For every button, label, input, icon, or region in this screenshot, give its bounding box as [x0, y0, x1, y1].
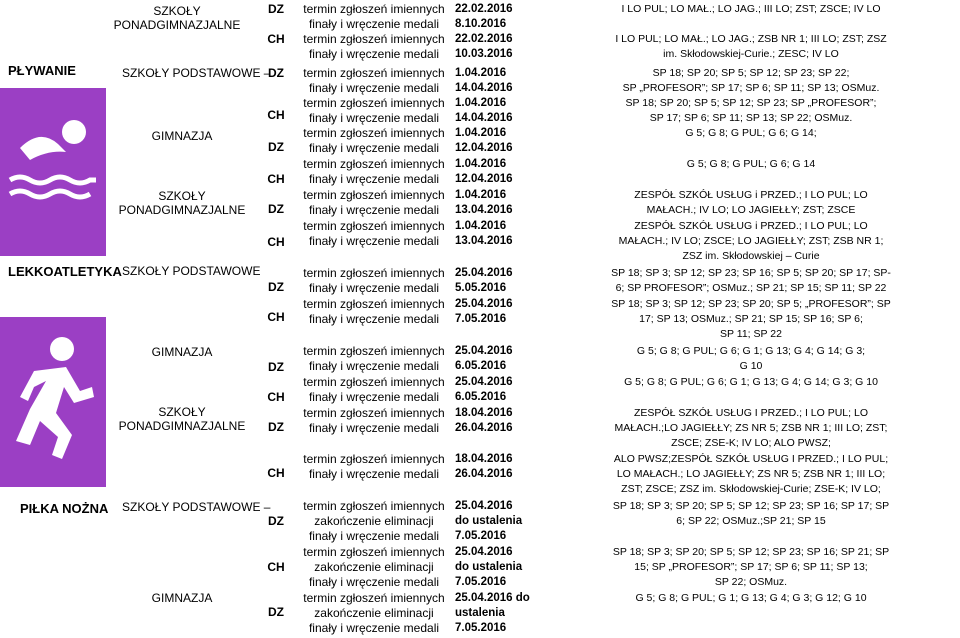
row-label: termin zgłoszeń imiennych — [303, 344, 445, 358]
row-label: termin zgłoszeń imiennych — [303, 96, 445, 110]
row-date: 22.02.2016 — [455, 33, 513, 45]
row-date: 6.05.2016 — [455, 360, 507, 372]
row-date: ustalenia — [455, 607, 505, 619]
row-label: termin zgłoszeń imiennych — [303, 545, 445, 559]
row-date: 25.04.2016 — [455, 546, 513, 558]
row-teams: ZSCE; ZSE-K; IV LO; ALO PWSZ; — [671, 437, 831, 449]
row-label: termin zgłoszeń imiennych — [303, 157, 445, 171]
sport-football: PIŁKA NOŻNA — [20, 501, 109, 516]
row-date: 1.04.2016 — [455, 220, 507, 232]
row-date: 25.04.2016 — [455, 500, 513, 512]
row-date: 13.04.2016 — [455, 235, 513, 247]
runner-icon — [0, 317, 106, 487]
row-code: DZ — [268, 280, 284, 294]
row-label: termin zgłoszeń imiennych — [303, 32, 445, 46]
row-teams: G 5; G 8; G PUL; G 6; G 1; G 13; G 4; G 14; G 3; — [636, 345, 866, 357]
row-label: termin zgłoszeń imiennych — [303, 2, 445, 16]
row-label: finały i wręczenie medali — [308, 467, 440, 481]
row-date: 12.04.2016 — [455, 142, 513, 154]
row-teams: G 5; G 8; G PUL; G 6; G 1; G 13; G 4; G 14; G 3; G 10 — [624, 376, 878, 388]
row-date: 1.04.2016 — [455, 189, 507, 201]
row-label: termin zgłoszeń imiennych — [303, 406, 445, 420]
row-label: termin zgłoszeń imiennych — [303, 266, 445, 280]
row-label: finały i wręczenie medali — [308, 390, 440, 404]
row-teams: 15; SP „PROFESOR”; SP 17; SP 6; SP 11; SP 13; — [634, 561, 868, 573]
row-date: 25.04.2016 do — [455, 592, 530, 604]
row-teams: SP 18; SP 3; SP 12; SP 23; SP 20; SP 5; „PROFESOR”; SP — [611, 298, 891, 310]
row-date: 25.04.2016 — [455, 267, 513, 279]
row-teams: SP 18; SP 20; SP 5; SP 12; SP 23; SP 22; — [652, 67, 850, 79]
row-teams: G 5; G 8; G PUL; G 6; G 14 — [686, 158, 816, 170]
row-teams: SP 17; SP 6; SP 11; SP 13; SP 22; OSMuz. — [649, 112, 853, 124]
row-label: termin zgłoszeń imiennych — [303, 591, 445, 605]
row-teams: I LO PUL; LO MAŁ.; LO JAG.; ZSB NR 1; III LO; ZST; ZSZ — [615, 33, 887, 45]
row-code: CH — [267, 560, 285, 574]
row-label: finały i wręczenie medali — [308, 234, 440, 248]
row-teams: G 5; G 8; G PUL; G 6; G 14; — [685, 127, 817, 139]
row-label: zakończenie eliminacji — [314, 514, 434, 528]
row-teams: im. Skłodowskiej-Curie.; ZESC; IV LO — [663, 48, 839, 60]
row-date: 7.05.2016 — [455, 576, 507, 588]
row-teams: G 5; G 8; G PUL; G 1; G 13; G 4; G 3; G 12; G 10 — [635, 592, 867, 604]
school-ponadgim: SZKOŁY PONADGIMNAZJALNE — [118, 189, 246, 217]
row-teams: 17; SP 13; OSMuz.; SP 21; SP 15; SP 16; SP 6; — [639, 313, 863, 325]
row-label: finały i wręczenie medali — [308, 281, 440, 295]
swimmer-icon — [0, 88, 106, 256]
row-label: finały i wręczenie medali — [308, 529, 440, 543]
row-label: finały i wręczenie medali — [308, 141, 440, 155]
row-teams: ZESPÓŁ SZKÓŁ USŁUG I PRZED.; I LO PUL; LO — [634, 407, 868, 419]
row-code: CH — [267, 466, 285, 480]
row-date: 14.04.2016 — [455, 82, 513, 94]
row-teams: MAŁACH.; IV LO; LO JAGIEŁŁY; ZST; ZSCE — [646, 204, 856, 216]
row-label: finały i wręczenie medali — [308, 312, 440, 326]
row-code: DZ — [268, 514, 284, 528]
row-date: 6.05.2016 — [455, 391, 507, 403]
row-teams: ZSZ im. Skłodowskiej – Curie — [682, 250, 820, 262]
row-label: finały i wręczenie medali — [308, 47, 440, 61]
row-date: 1.04.2016 — [455, 158, 507, 170]
row-label: finały i wręczenie medali — [308, 111, 440, 125]
row-label: termin zgłoszeń imiennych — [303, 452, 445, 466]
row-date: 1.04.2016 — [455, 67, 507, 79]
row-date: 26.04.2016 — [455, 422, 513, 434]
row-date: 14.04.2016 — [455, 112, 513, 124]
row-code: DZ — [268, 360, 284, 374]
row-date: 26.04.2016 — [455, 468, 513, 480]
row-teams: 6; SP PROFESOR”; OSMuz.; SP 21; SP 15; SP 11; SP 22 — [615, 282, 887, 294]
row-label: termin zgłoszeń imiennych — [303, 375, 445, 389]
row-label: termin zgłoszeń imiennych — [303, 188, 445, 202]
row-date: 18.04.2016 — [455, 407, 513, 419]
row-teams: MAŁACH.;LO JAGIEŁŁY; ZS NR 5; ZSB NR 1; III LO; ZST; — [614, 422, 888, 434]
row-label: finały i wręczenie medali — [308, 421, 440, 435]
row-teams: ZESPÓŁ SZKÓŁ USŁUG i PRZED.; I LO PUL; LO — [634, 220, 868, 232]
sport-swimming: PŁYWANIE — [8, 63, 76, 78]
row-teams: LO MAŁACH.; LO JAGIEŁŁY; ZS NR 5; ZSB NR 1; III LO; — [616, 468, 886, 480]
row-date: 25.04.2016 — [455, 345, 513, 357]
school-ponadgim: SZKOŁY PONADGIMNAZJALNE — [118, 405, 246, 433]
school-ponadgim: SZKOŁY PONADGIMNAZJALNE — [113, 4, 241, 32]
row-teams: SP 18; SP 3; SP 12; SP 23; SP 16; SP 5; SP 20; SP 17; SP- — [611, 267, 891, 279]
row-date: 8.10.2016 — [455, 18, 507, 30]
school-gim: GIMNAZJA — [151, 591, 213, 605]
row-teams: ALO PWSZ;ZESPÓŁ SZKÓŁ USŁUG I PRZED.; I LO PUL; — [613, 453, 889, 465]
row-label: finały i wręczenie medali — [308, 621, 440, 635]
row-date: 22.02.2016 — [455, 3, 513, 15]
row-code: CH — [267, 310, 285, 324]
row-teams: I LO PUL; LO MAŁ.; LO JAG.; III LO; ZST; ZSCE; IV LO — [621, 3, 881, 15]
row-label: zakończenie eliminacji — [314, 560, 434, 574]
school-podst: SZKOŁY PODSTAWOWE – — [122, 66, 271, 80]
row-date: 12.04.2016 — [455, 173, 513, 185]
school-gim: GIMNAZJA — [151, 129, 213, 143]
row-code: DZ — [268, 420, 284, 434]
row-label: zakończenie eliminacji — [314, 606, 434, 620]
row-code: CH — [267, 390, 285, 404]
row-teams: SP 18; SP 3; SP 20; SP 5; SP 12; SP 23; SP 16; SP 21; SP — [612, 546, 890, 558]
row-teams: ZST; ZSCE; ZSZ im. Skłodowskiej-Curie; ZSE-K; IV LO; — [621, 483, 881, 495]
row-date: do ustalenia — [455, 561, 523, 573]
row-date: 5.05.2016 — [455, 282, 507, 294]
row-teams: SP 11; SP 22 — [720, 328, 782, 340]
row-code: DZ — [268, 605, 284, 619]
row-date: 18.04.2016 — [455, 453, 513, 465]
row-label: termin zgłoszeń imiennych — [303, 499, 445, 513]
row-code: DZ — [268, 202, 284, 216]
row-label: finały i wręczenie medali — [308, 359, 440, 373]
row-label: finały i wręczenie medali — [308, 17, 440, 31]
row-date: do ustalenia — [455, 515, 523, 527]
row-teams: SP „PROFESOR”; SP 17; SP 6; SP 11; SP 13; OSMuz. — [622, 82, 880, 94]
row-teams: ZESPÓŁ SZKÓŁ USŁUG i PRZED.; I LO PUL; LO — [634, 189, 868, 201]
row-code: DZ — [268, 2, 284, 16]
row-date: 1.04.2016 — [455, 97, 507, 109]
row-code: DZ — [268, 66, 284, 80]
row-code: DZ — [268, 140, 284, 154]
row-date: 25.04.2016 — [455, 298, 513, 310]
row-label: finały i wręczenie medali — [308, 575, 440, 589]
school-gim: GIMNAZJA — [151, 345, 213, 359]
school-podst: SZKOŁY PODSTAWOWE – — [122, 500, 271, 514]
row-date: 7.05.2016 — [455, 622, 507, 634]
row-date: 25.04.2016 — [455, 376, 513, 388]
row-teams: G 10 — [739, 360, 763, 372]
row-label: termin zgłoszeń imiennych — [303, 126, 445, 140]
row-teams: SP 18; SP 3; SP 20; SP 5; SP 12; SP 23; SP 16; SP 17; SP — [612, 500, 890, 512]
row-label: termin zgłoszeń imiennych — [303, 219, 445, 233]
row-label: finały i wręczenie medali — [308, 81, 440, 95]
row-date: 1.04.2016 — [455, 127, 507, 139]
row-code: CH — [267, 108, 285, 122]
row-code: CH — [267, 172, 285, 186]
row-code: CH — [267, 235, 285, 249]
row-code: CH — [267, 32, 285, 46]
row-date: 10.03.2016 — [455, 48, 513, 60]
row-date: 7.05.2016 — [455, 530, 507, 542]
row-date: 13.04.2016 — [455, 204, 513, 216]
row-label: finały i wręczenie medali — [308, 203, 440, 217]
row-label: termin zgłoszeń imiennych — [303, 66, 445, 80]
row-label: finały i wręczenie medali — [308, 172, 440, 186]
row-teams: SP 18; SP 20; SP 5; SP 12; SP 23; SP „PROFESOR”; — [625, 97, 877, 109]
row-teams: MAŁACH.; IV LO; ZSCE; LO JAGIEŁŁY; ZST; ZSB NR 1; — [618, 235, 884, 247]
row-label: termin zgłoszeń imiennych — [303, 297, 445, 311]
row-teams: 6; SP 22; OSMuz.;SP 21; SP 15 — [676, 515, 826, 527]
school-podst: SZKOŁY PODSTAWOWE — [122, 264, 261, 278]
row-teams: SP 22; OSMuz. — [714, 576, 788, 588]
row-date: 7.05.2016 — [455, 313, 507, 325]
sport-athletics: LEKKOATLETYKA — [8, 264, 122, 279]
